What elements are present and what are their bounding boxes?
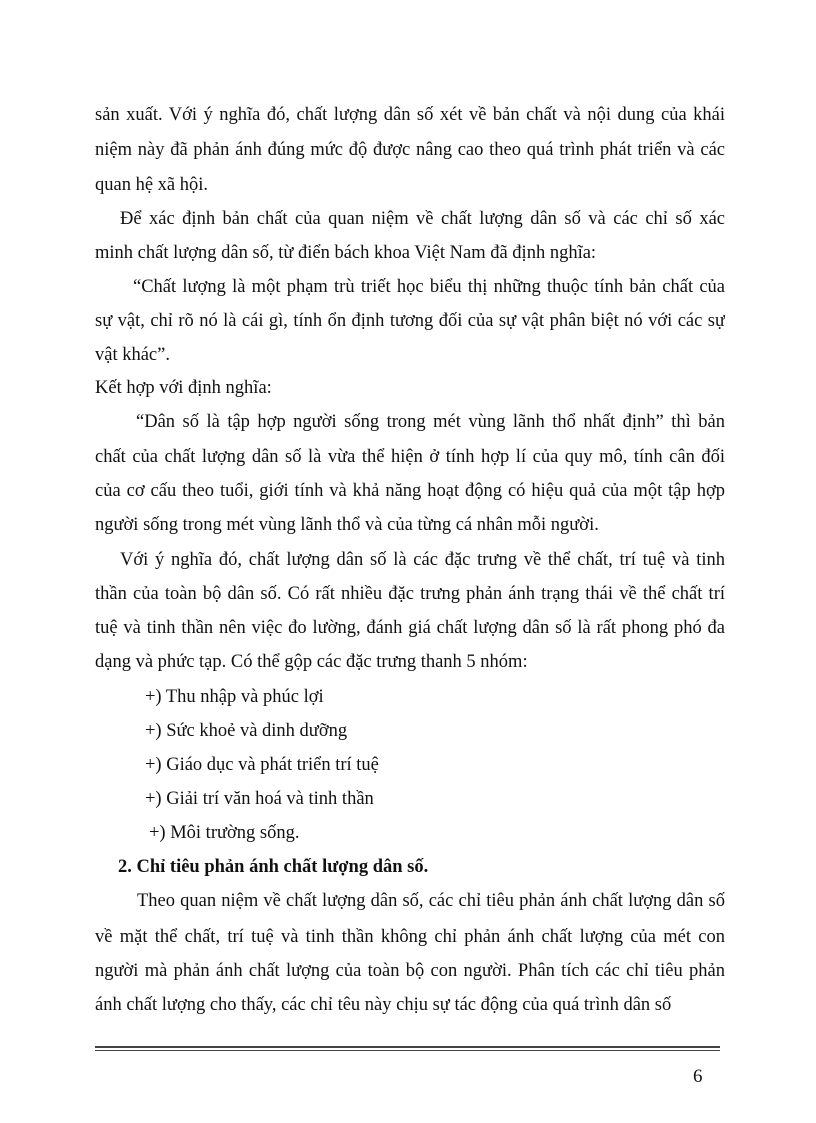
text-line: dạng và phức tạp. Có thể gộp các đặc trưng thanh 5 nhóm:	[95, 652, 528, 672]
text-line: vật khác”.	[95, 345, 170, 365]
list-item: +) Thu nhập và phúc lợi	[145, 687, 324, 707]
text-line: về mặt thể chất, trí tuệ và tinh thần không chỉ phản ánh chất lượng của mét con	[95, 927, 725, 947]
text-line: sản xuất. Với ý nghĩa đó, chất lượng dân số xét về bản chất và nội dung của khái	[95, 105, 725, 125]
text-line: “Chất lượng là một phạm trù triết học biểu thị những thuộc tính bản chất của	[133, 277, 725, 297]
text-line: tuệ và tinh thần nên việc đo lường, đánh giá chất lượng dân số là rất phong phó đa	[95, 618, 725, 638]
list-item: +) Giải trí văn hoá và tinh thần	[145, 789, 374, 809]
list-item: +) Môi trường sống.	[149, 823, 300, 843]
text-line: niệm này đã phản ánh đúng mức độ được nâng cao theo quá trình phát triển và các	[95, 140, 725, 160]
text-line: Để xác định bản chất của quan niệm về chất lượng dân số và các chỉ số xác	[120, 209, 725, 229]
text-line: Kết hợp với định nghĩa:	[95, 378, 272, 398]
text-line: sự vật, chỉ rõ nó là cái gì, tính ổn định tương đối của sự vật phân biệt nó với các sự	[95, 311, 725, 331]
text-line: người mà phản ánh chất lượng của toàn bộ con người. Phân tích các chỉ tiêu phản	[95, 961, 725, 981]
text-line: ánh chất lượng cho thấy, các chỉ têu này chịu sự tác động của quá trình dân số	[95, 995, 672, 1015]
list-item: +) Sức khoẻ và dinh dưỡng	[145, 721, 348, 741]
text-line: minh chất lượng dân số, từ điển bách khoa Việt Nam đã định nghĩa:	[95, 243, 597, 263]
text-line: chất của chất lượng dân số là vừa thể hiện ở tính hợp lí của quy mô, tính cân đối	[95, 447, 725, 467]
text-line: “Dân số là tập hợp người sống trong mét vùng lãnh thổ nhất định” thì bản	[136, 412, 725, 432]
text-line: quan hệ xã hội.	[95, 175, 209, 195]
text-line: thần của toàn bộ dân số. Có rất nhiều đặc trưng phản ánh trạng thái về thể chất trí	[95, 584, 725, 604]
footer-rule-thin	[95, 1050, 720, 1051]
text-line: Theo quan niệm về chất lượng dân số, các chỉ tiêu phản ánh chất lượng dân số	[137, 891, 725, 911]
text-line: của cơ cấu theo tuổi, giới tính và khả năng hoạt động có hiệu quả của một tập hợp	[95, 481, 725, 501]
text-line: người sống trong mét vùng lãnh thổ và của từng cá nhân mỗi người.	[95, 515, 599, 535]
page-number: 6	[693, 1066, 703, 1087]
footer-rule	[95, 1046, 720, 1048]
text-line: Với ý nghĩa đó, chất lượng dân số là các đặc trưng về thể chất, trí tuệ và tinh	[120, 550, 725, 570]
section-heading: 2. Chỉ tiêu phản ánh chất lượng dân số.	[118, 857, 429, 877]
list-item: +) Giáo dục và phát triển trí tuệ	[145, 755, 379, 775]
